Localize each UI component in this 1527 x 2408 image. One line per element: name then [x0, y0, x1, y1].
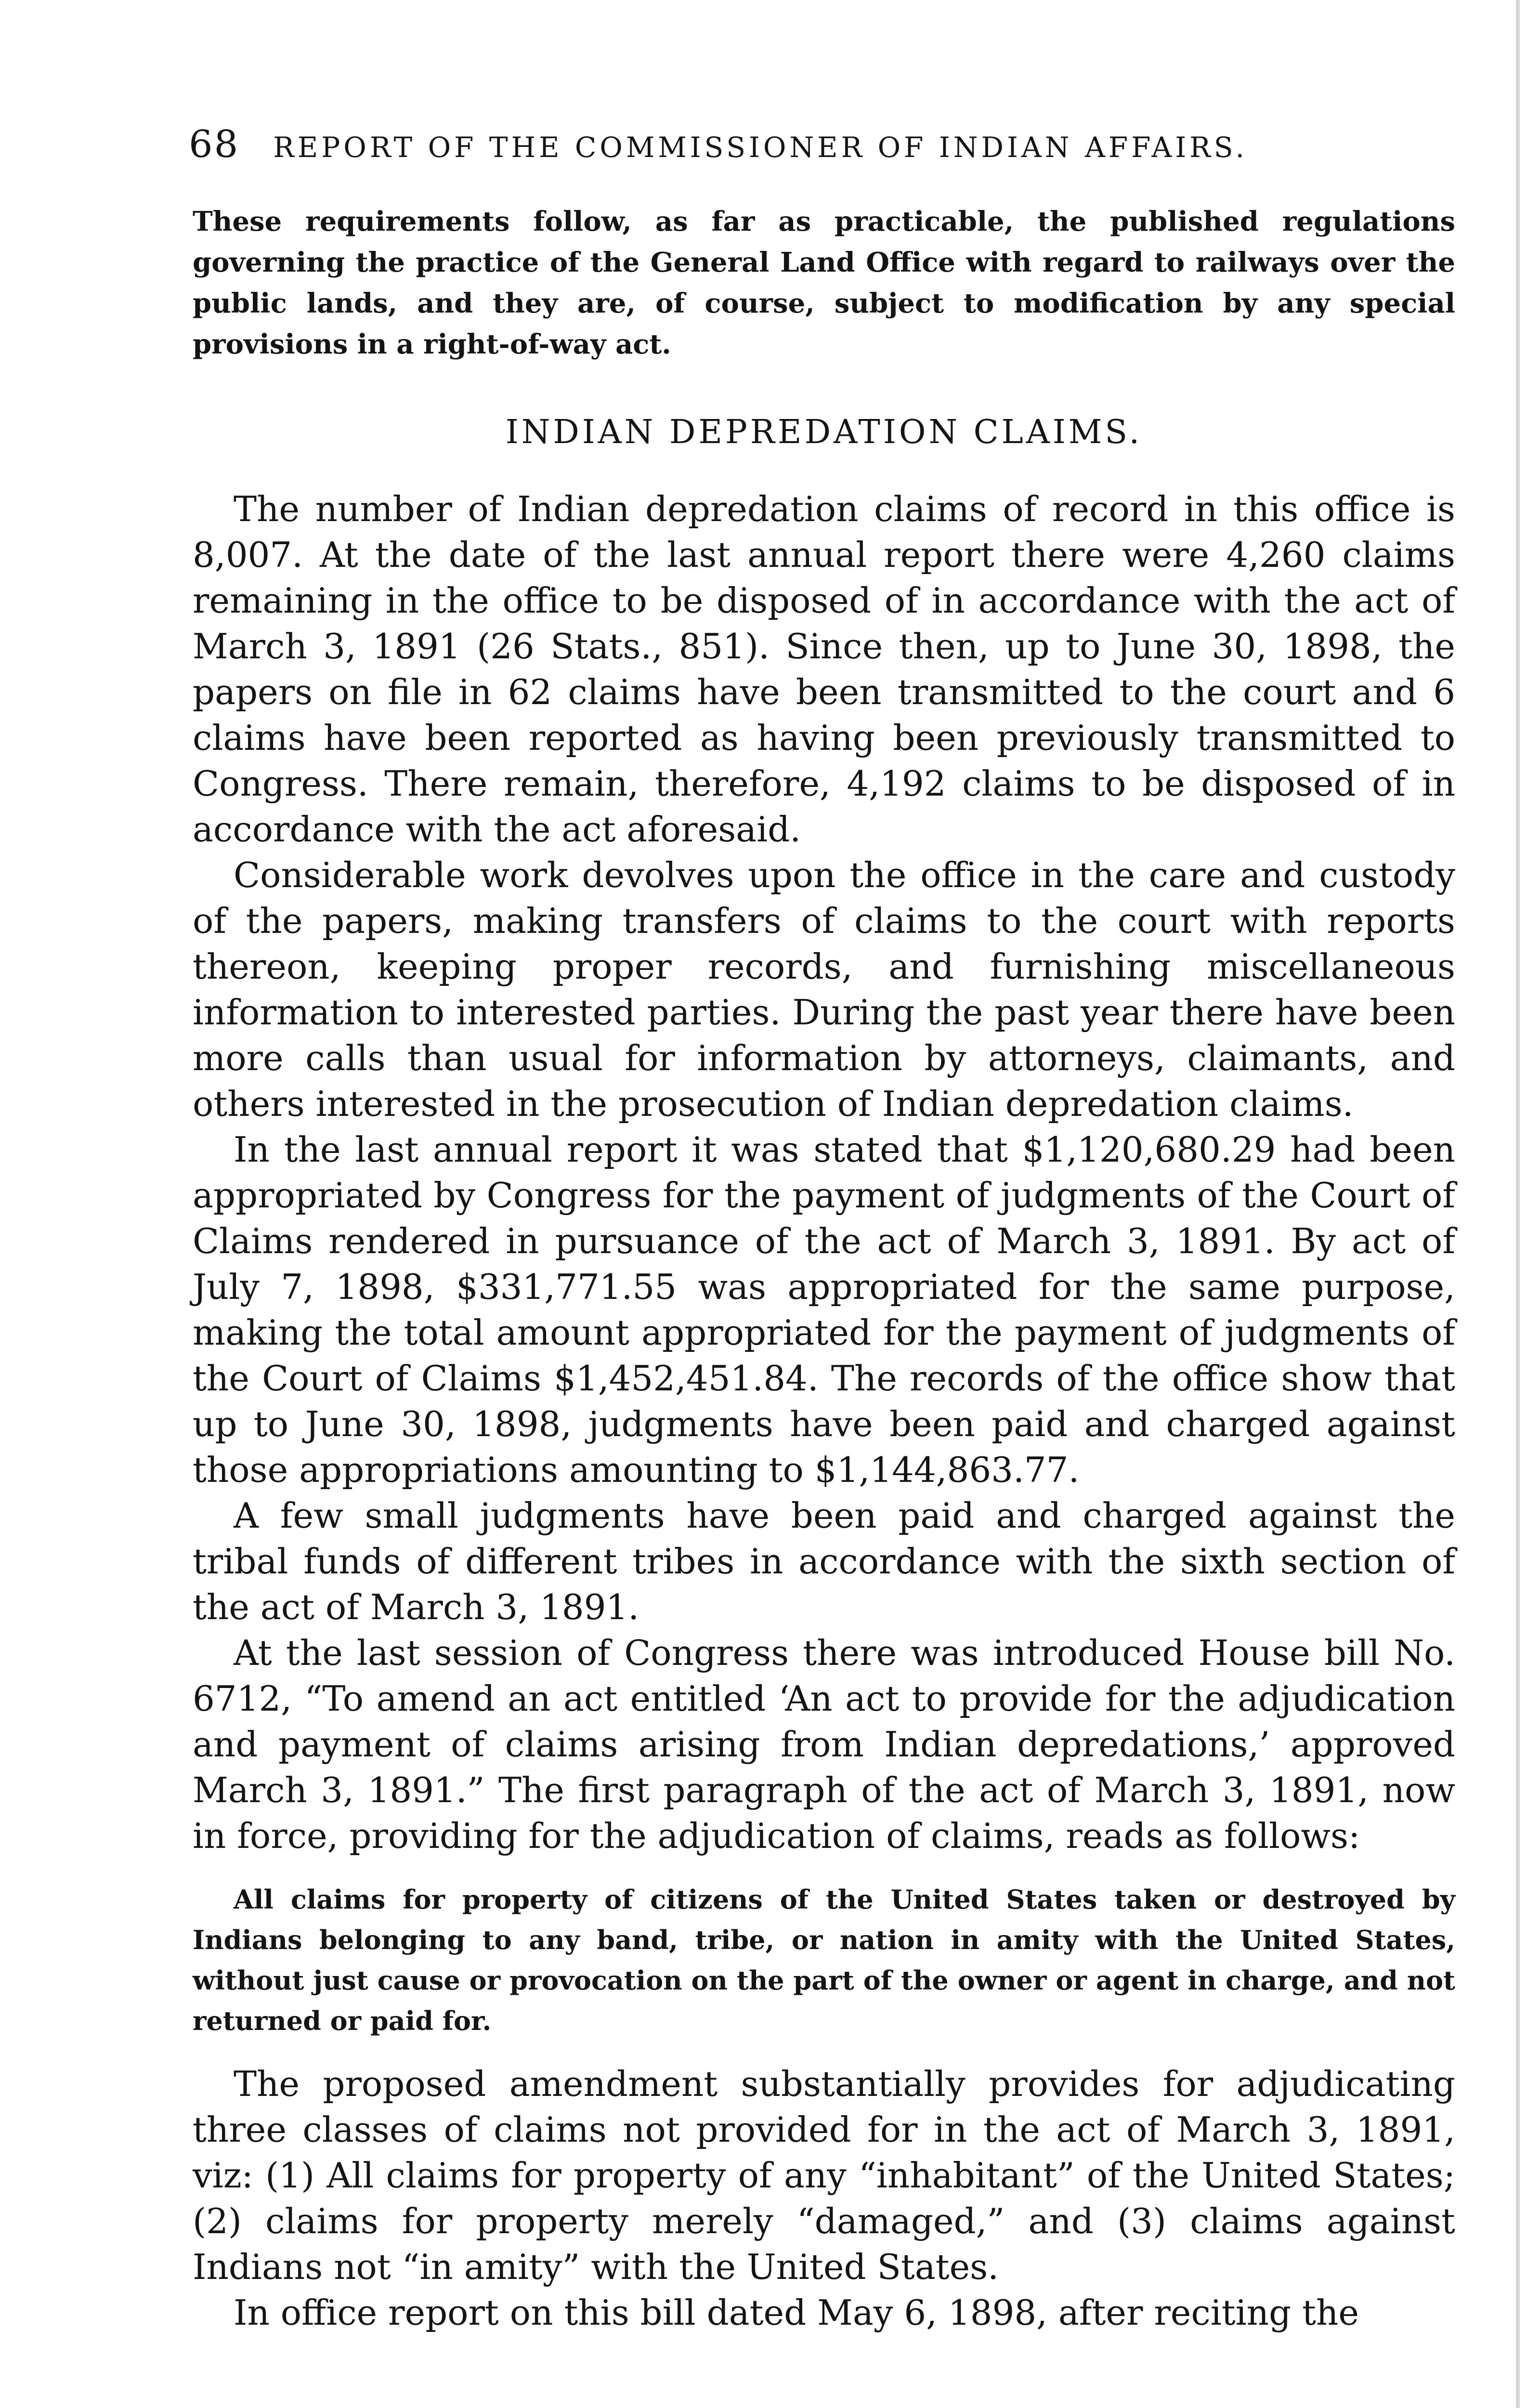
- page-right-edge: [1516, 0, 1520, 2408]
- section-heading: INDIAN DEPREDATION CLAIMS.: [505, 413, 1143, 451]
- page-number: 68: [189, 123, 240, 166]
- running-head: REPORT OF THE COMMISSIONER OF INDIAN AFFAIRS.: [273, 131, 1248, 164]
- paragraph: At the last session of Congress there was introduced House bill No. 6712, “To amend an act entitled ‘An act to provide for the adjudication and payment of claims arising from Indian depredations,’ approved March 3, 1891.” The first paragraph of the act of March 3, 1891, now in force, providing for the adjudication of claims, reads as follows:: [193, 1633, 1455, 1856]
- paragraph: In the last annual report it was stated that $1,120,680.29 had been appropriated by Congress for the payment of judgments of the Court of Claims rendered in pursuance of the act of March 3, 1891. By act of July 7, 1898, $331,771.55 was appropriated for the same purpose, making the total amount appropriated for the payment of judgments of the Court of Claims $1,452,451.84. The records of the office show that up to June 30, 1898, judgments have been paid and charged against those appropriations amounting to $1,144,863.77.: [193, 1129, 1455, 1490]
- paragraph: The number of Indian depredation claims of record in this office is 8,007. At the date of the last annual report there were 4,260 claims remaining in the office to be disposed of in accordance with the act of March 3, 1891 (26 Stats., 851). Since then, up to June 30, 1898, the papers on file in 62 claims have been transmitted to the court and 6 claims have been reported as having been previously transmitted to Congress. There remain, therefore, 4,192 claims to be disposed of in accordance with the act aforesaid.: [193, 489, 1455, 850]
- block-quote: All claims for property of citizens of the United States taken or destroyed by Indians belonging to any band, tribe, or nation in amity with the United States, without just cause or provocation on the part of the owner or agent in charge, and not returned or paid for.: [193, 1884, 1455, 2036]
- page-header: [189, 123, 1455, 176]
- article-body: [193, 486, 1455, 2336]
- paragraph: The proposed amendment substantially provides for adjudicating three classes of claims not provided for in the act of March 3, 1891, viz: (1) All claims for property of any “inhabitant” of the United States; (2) claims for property merely “damaged,” and (3) claims against Indians not “in amity” with the United States.: [193, 2064, 1455, 2287]
- paragraph: A few small judgments have been paid and charged against the tribal funds of different tribes in accordance with the sixth section of the act of March 3, 1891.: [193, 1495, 1455, 1627]
- paragraph: Considerable work devolves upon the office in the care and custody of the papers, making transfers of claims to the court with reports thereon, keeping proper records, and furnishing miscellaneous information to interested parties. During the past year there have been more calls than usual for information by attorneys, claimants, and others interested in the prosecution of Indian depredation claims.: [193, 855, 1455, 1124]
- intro-note: These requirements follow, as far as practicable, the published regulations governing the practice of the General Land Office with regard to railways over the public lands, and they are, of course, subject to modification by any special provisions in a right-of-way act.: [193, 206, 1455, 360]
- paragraph: In office report on this bill dated May 6, 1898, after reciting the: [234, 2292, 1359, 2333]
